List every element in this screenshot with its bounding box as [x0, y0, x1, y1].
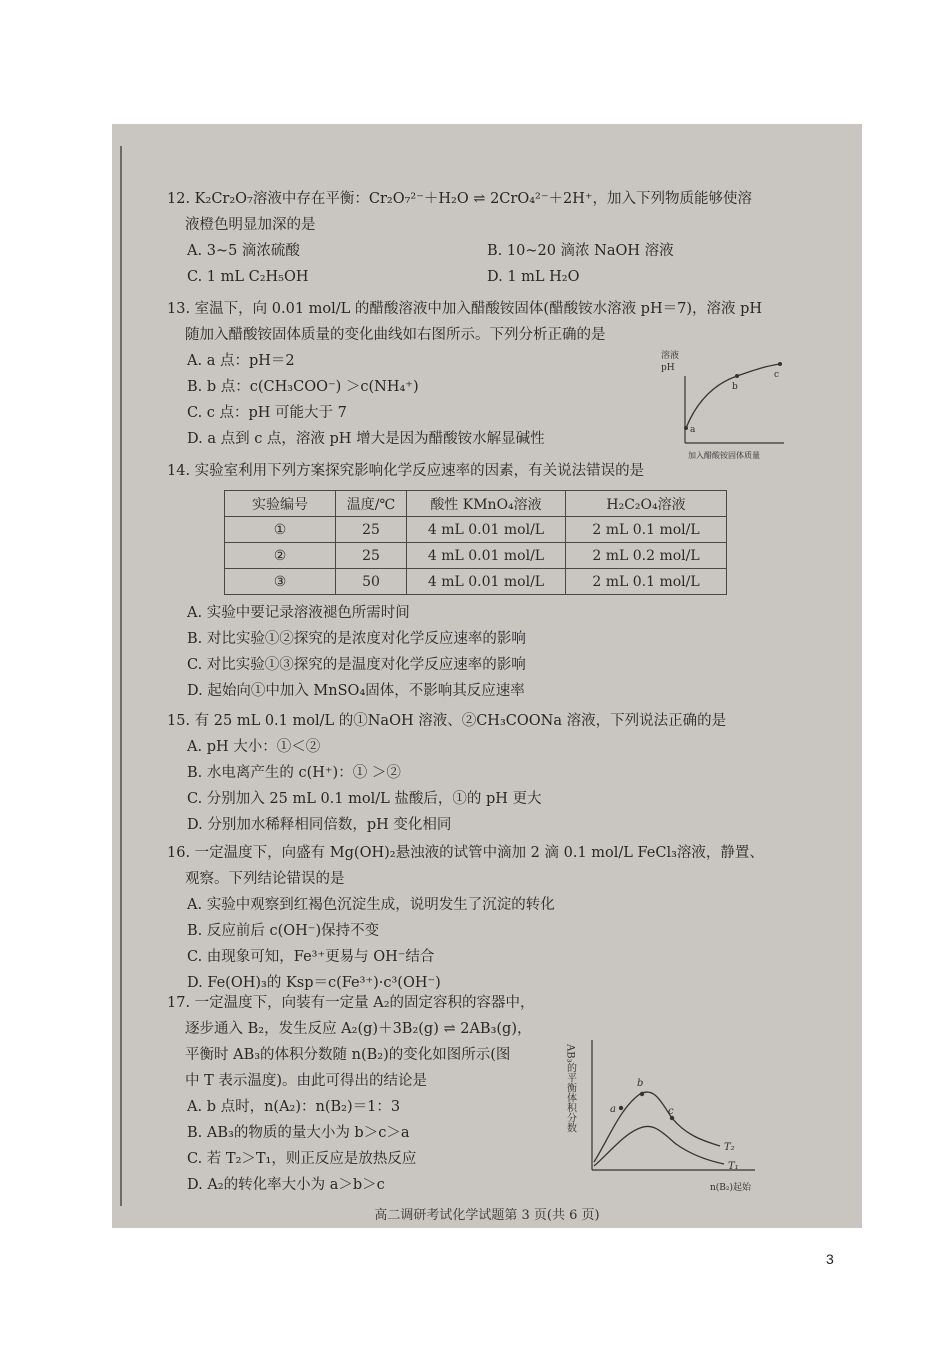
q15-stem: 15. 有 25 mL 0.1 mol/L 的①NaOH 溶液、②CH₃COONa 溶液，下列说法正确的是	[167, 713, 727, 729]
table-cell: 25	[336, 543, 407, 569]
q16-option-c: C. 由现象可知，Fe³⁺更易与 OH⁻结合	[187, 949, 435, 965]
table-cell: 2 mL 0.1 mol/L	[566, 569, 727, 595]
exam-photo	[112, 124, 862, 1228]
table-header-row	[225, 491, 727, 517]
q13-graph-xlabel: 加入醋酸铵固体质量	[688, 451, 760, 460]
page-number: 3	[826, 1251, 834, 1267]
q17-graph-label-a: a	[610, 1104, 616, 1115]
page-footer: 高二调研考试化学试题第 3 页(共 6 页)	[374, 1208, 600, 1223]
q13-graph-curve	[686, 364, 780, 428]
q17-graph-curve-t1	[594, 1126, 724, 1166]
q16-stem-1: 16. 一定温度下，向盛有 Mg(OH)₂悬浊液的试管中滴加 2 滴 0.1 mol/L FeCl₃溶液，静置、	[167, 845, 764, 861]
q14-option-d: D. 起始向①中加入 MnSO₄固体，不影响其反应速率	[187, 683, 525, 699]
q12-option-d: D. 1 mL H₂O	[487, 269, 580, 285]
q14-stem: 14. 实验室利用下列方案探究影响化学反应速率的因素，有关说法错误的是	[167, 463, 645, 479]
q13-option-b: B. b 点：c(CH₃COO⁻) ＞c(NH₄⁺)	[187, 379, 419, 395]
question-15	[167, 708, 726, 838]
question-17	[167, 990, 535, 1198]
q17-graph-point-a	[619, 1106, 623, 1110]
table-header-cell: 温度/℃	[336, 491, 407, 517]
q16-option-d: D. Fe(OH)₃的 Ksp＝c(Fe³⁺)·c³(OH⁻)	[187, 975, 441, 991]
q14-option-b: B. 对比实验①②探究的是浓度对化学反应速率的影响	[187, 631, 526, 647]
q17-stem-2: 逐步通入 B₂，发生反应 A₂(g)＋3B₂(g) ⇌ 2AB₃(g)，	[185, 1021, 532, 1037]
q12-options-row-1	[167, 238, 787, 264]
q17-graph-label-c: c	[668, 1106, 674, 1117]
question-16	[167, 840, 764, 996]
q13-ph-graph	[652, 346, 790, 466]
table-cell: 2 mL 0.1 mol/L	[566, 517, 727, 543]
q17-graph-label-t1: T₁	[728, 1161, 739, 1172]
q13-stem-1: 13. 室温下，向 0.01 mol/L 的醋酸溶液中加入醋酸铵固体(醋酸铵水溶液 pH＝7)，溶液 pH	[167, 301, 763, 317]
table-cell: ②	[225, 543, 336, 569]
q16-option-a: A. 实验中观察到红褐色沉淀生成，说明发生了沉淀的转化	[187, 897, 555, 913]
q15-option-c: C. 分别加入 25 mL 0.1 mol/L 盐酸后，①的 pH 更大	[187, 791, 542, 807]
q13-graph-point-a	[684, 426, 688, 430]
q14-options	[187, 600, 526, 704]
table-row	[225, 569, 727, 595]
q14-option-c: C. 对比实验①③探究的是温度对化学反应速率的影响	[187, 657, 526, 673]
q16-option-b: B. 反应前后 c(OH⁻)保持不变	[187, 923, 380, 939]
q17-ab3-graph	[560, 1030, 775, 1200]
q17-stem-1: 17. 一定温度下，向装有一定量 A₂的固定容积的容器中，	[167, 995, 535, 1011]
q12-option-a: A. 3~5 滴浓硫酸	[187, 243, 300, 259]
q13-stem-2: 随加入醋酸铵固体质量的变化曲线如右图所示。下列分析正确的是	[185, 327, 606, 343]
question-14	[167, 458, 644, 484]
q14-experiment-table	[224, 490, 727, 595]
table-cell: ③	[225, 569, 336, 595]
q17-option-b: B. AB₃的物质的量大小为 b＞c＞a	[187, 1125, 410, 1141]
table-row	[225, 543, 727, 569]
q17-stem-4: 中 T 表示温度)。由此可得出的结论是	[185, 1073, 428, 1089]
table-header-cell: 实验编号	[225, 491, 336, 517]
q17-option-a: A. b 点时，n(A₂)：n(B₂)＝1：3	[187, 1099, 401, 1115]
q13-graph-label-b: b	[732, 382, 738, 392]
q17-graph-xlabel: n(B₂)起始	[710, 1183, 752, 1193]
q17-option-c: C. 若 T₂＞T₁，则正反应是放热反应	[187, 1151, 417, 1167]
q13-option-c: C. c 点：pH 可能大于 7	[187, 405, 347, 421]
q17-graph-point-b	[640, 1092, 644, 1096]
q17-graph-ylabel: AB₃的平衡体积分数	[564, 1044, 576, 1133]
q17-graph-label-t2: T₂	[724, 1142, 735, 1153]
table-cell: 4 mL 0.01 mol/L	[407, 569, 566, 595]
q17-graph-curve-t2	[594, 1092, 720, 1162]
table-cell: 25	[336, 517, 407, 543]
q13-option-d: D. a 点到 c 点，溶液 pH 增大是因为醋酸铵水解显碱性	[187, 431, 545, 447]
q12-option-c: C. 1 mL C₂H₅OH	[187, 269, 309, 285]
q13-graph-ylabel-2: pH	[661, 363, 675, 373]
q15-option-b: B. 水电离产生的 c(H⁺)：① ＞②	[187, 765, 401, 781]
q12-stem-2: 液橙色明显加深的是	[185, 217, 316, 233]
q13-graph-label-a: a	[690, 425, 696, 435]
q13-graph-label-c: c	[774, 370, 780, 380]
q13-graph-point-c	[778, 362, 782, 366]
table-cell: 2 mL 0.2 mol/L	[566, 543, 727, 569]
q17-stem-3: 平衡时 AB₃的体积分数随 n(B₂)的变化如图所示(图	[185, 1047, 511, 1063]
table-header-cell: 酸性 KMnO₄溶液	[407, 491, 566, 517]
q17-option-d: D. A₂的转化率大小为 a＞b＞c	[187, 1177, 385, 1193]
table-cell: 4 mL 0.01 mol/L	[407, 517, 566, 543]
q15-option-d: D. 分别加水稀释相同倍数，pH 变化相同	[187, 817, 452, 833]
q12-options-row-2	[167, 264, 787, 290]
q13-option-a: A. a 点：pH＝2	[187, 353, 295, 369]
q13-graph-point-b	[735, 374, 739, 378]
table-row	[225, 517, 727, 543]
table-cell: ①	[225, 517, 336, 543]
q17-graph-label-b: b	[637, 1078, 644, 1089]
table-cell: 50	[336, 569, 407, 595]
q15-option-a: A. pH 大小：①＜②	[187, 739, 321, 755]
table-header-cell: H₂C₂O₄溶液	[566, 491, 727, 517]
table-cell: 4 mL 0.01 mol/L	[407, 543, 566, 569]
q16-stem-2: 观察。下列结论错误的是	[185, 871, 345, 887]
q14-option-a: A. 实验中要记录溶液褪色所需时间	[187, 605, 410, 621]
question-12	[167, 186, 787, 290]
q12-option-b: B. 10~20 滴浓 NaOH 溶液	[487, 243, 674, 259]
q12-stem-1: 12. K₂Cr₂O₇溶液中存在平衡：Cr₂O₇²⁻＋H₂O ⇌ 2CrO₄²⁻＋2H⁺，加入下列物质能够使溶	[167, 191, 753, 207]
q13-graph-ylabel-1: 溶液	[661, 351, 680, 361]
